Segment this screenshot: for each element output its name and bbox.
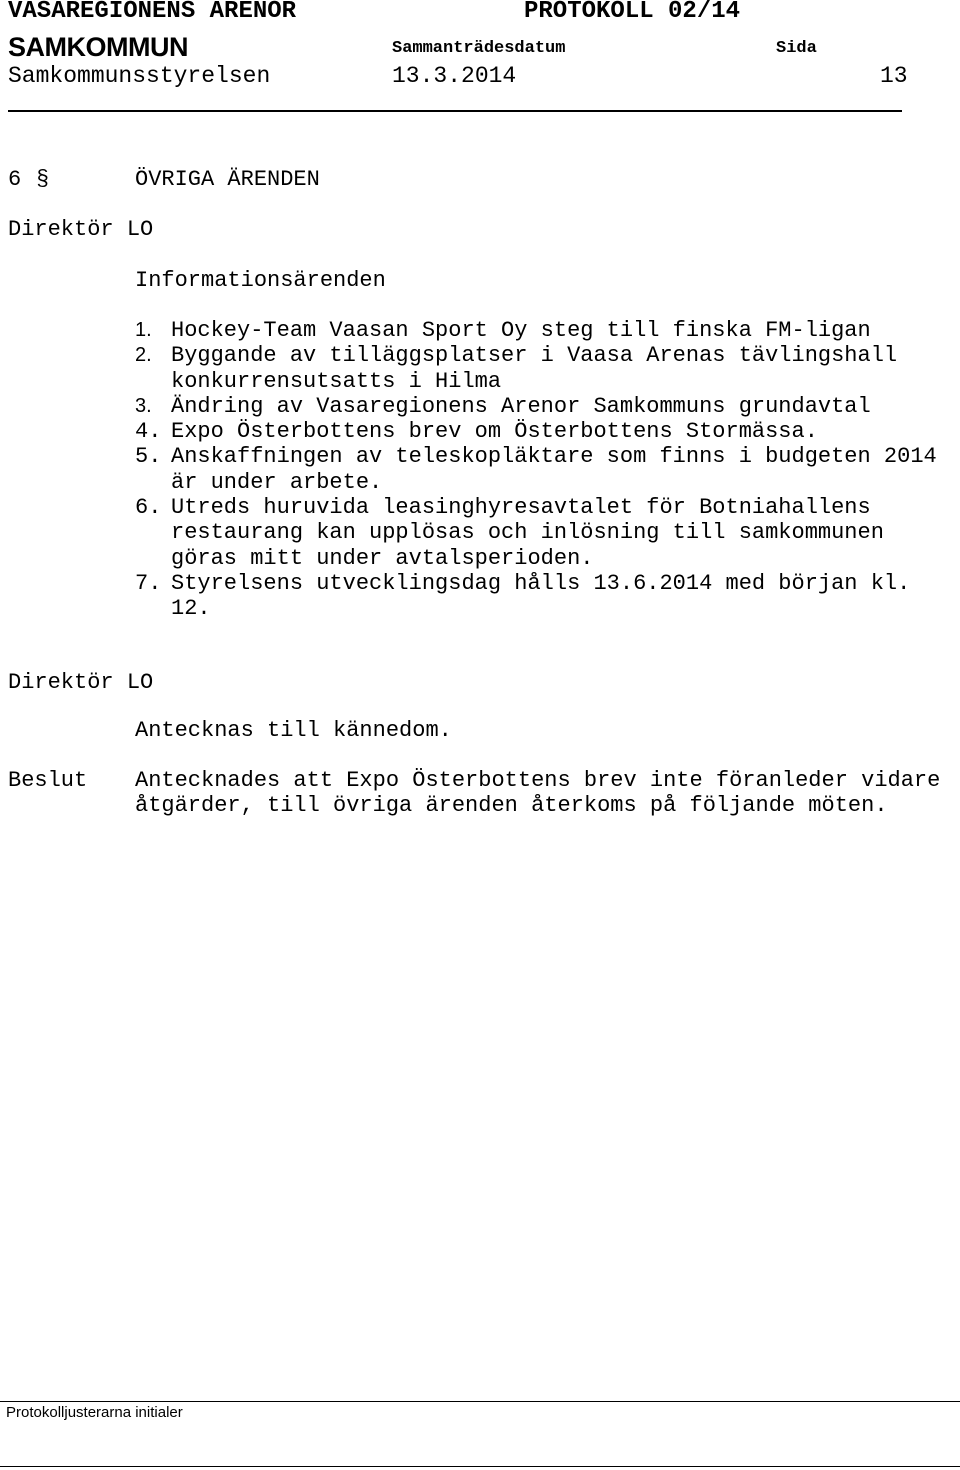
list-item-number: 4. xyxy=(135,419,162,445)
list-item xyxy=(135,419,955,444)
meeting-date: 13.3.2014 xyxy=(392,63,517,89)
list-item-number: 5. xyxy=(135,444,162,470)
list-item xyxy=(135,444,955,495)
governing-body: Samkommunsstyrelsen xyxy=(8,63,271,89)
organization-subtitle: SAMKOMMUN xyxy=(8,32,188,62)
list-item-text: Anskaffningen av teleskopläktare som finns i budgeten 2014 är under arbete. xyxy=(171,444,937,495)
list-item xyxy=(135,343,955,394)
list-item-number: 1. xyxy=(135,319,152,341)
decision-text: Antecknades att Expo Österbottens brev inte föranleder vidare åtgärder, till övriga ärenden återkoms på följande möten. xyxy=(135,768,941,819)
decision-label: Beslut xyxy=(8,768,88,793)
page-label: Sida xyxy=(776,39,817,58)
section-number: 6 xyxy=(8,167,22,192)
list-item-number: 7. xyxy=(135,570,162,596)
list-item-number: 6. xyxy=(135,495,162,521)
list-item xyxy=(135,571,955,622)
proposer: Direktör LO xyxy=(8,217,154,242)
organization-name: VASAREGIONENS ARENOR xyxy=(8,0,297,25)
list-item-number: 2. xyxy=(135,344,152,367)
list-item-text: Utreds huruvida leasinghyresavtalet för Botniahallens restaurang kan upplösas och inlösning till samkommunen göras mitt under avtalsperioden. xyxy=(171,495,884,571)
protocol-number: PROTOKOLL 02/14 xyxy=(524,0,741,25)
list-item-text: Expo Österbottens brev om Österbottens Stormässa. xyxy=(171,419,818,445)
footer-bottom-divider xyxy=(0,1466,960,1467)
list-item-number: 3. xyxy=(135,394,152,417)
meeting-date-label: Sammanträdesdatum xyxy=(392,39,566,58)
page-number: 13 xyxy=(880,63,908,89)
list-item xyxy=(135,394,955,419)
section-mark: § xyxy=(36,167,50,192)
info-heading: Informationsärenden xyxy=(135,268,386,293)
proposal-text: Antecknas till kännedom. xyxy=(135,718,452,743)
list-item-text: Styrelsens utvecklingsdag hålls 13.6.2014 med början kl. 12. xyxy=(171,570,911,622)
list-item xyxy=(135,318,955,343)
proposer-2: Direktör LO xyxy=(8,670,154,695)
list-item-text: Byggande av tilläggsplatser i Vaasa Arenas tävlingshall konkurrensutsatts i Hilma xyxy=(171,343,898,394)
list-item xyxy=(135,495,955,571)
information-items-list xyxy=(135,318,955,622)
footer-divider xyxy=(0,1401,960,1402)
section-title: ÖVRIGA ÄRENDEN xyxy=(135,167,320,192)
initials-label: Protokolljusterarna initialer xyxy=(6,1404,183,1421)
list-item-text: Hockey-Team Vaasan Sport Oy steg till finska FM-ligan xyxy=(171,318,871,343)
list-item-text: Ändring av Vasaregionens Arenor Samkommuns grundavtal xyxy=(171,393,871,419)
header-divider xyxy=(8,110,902,112)
